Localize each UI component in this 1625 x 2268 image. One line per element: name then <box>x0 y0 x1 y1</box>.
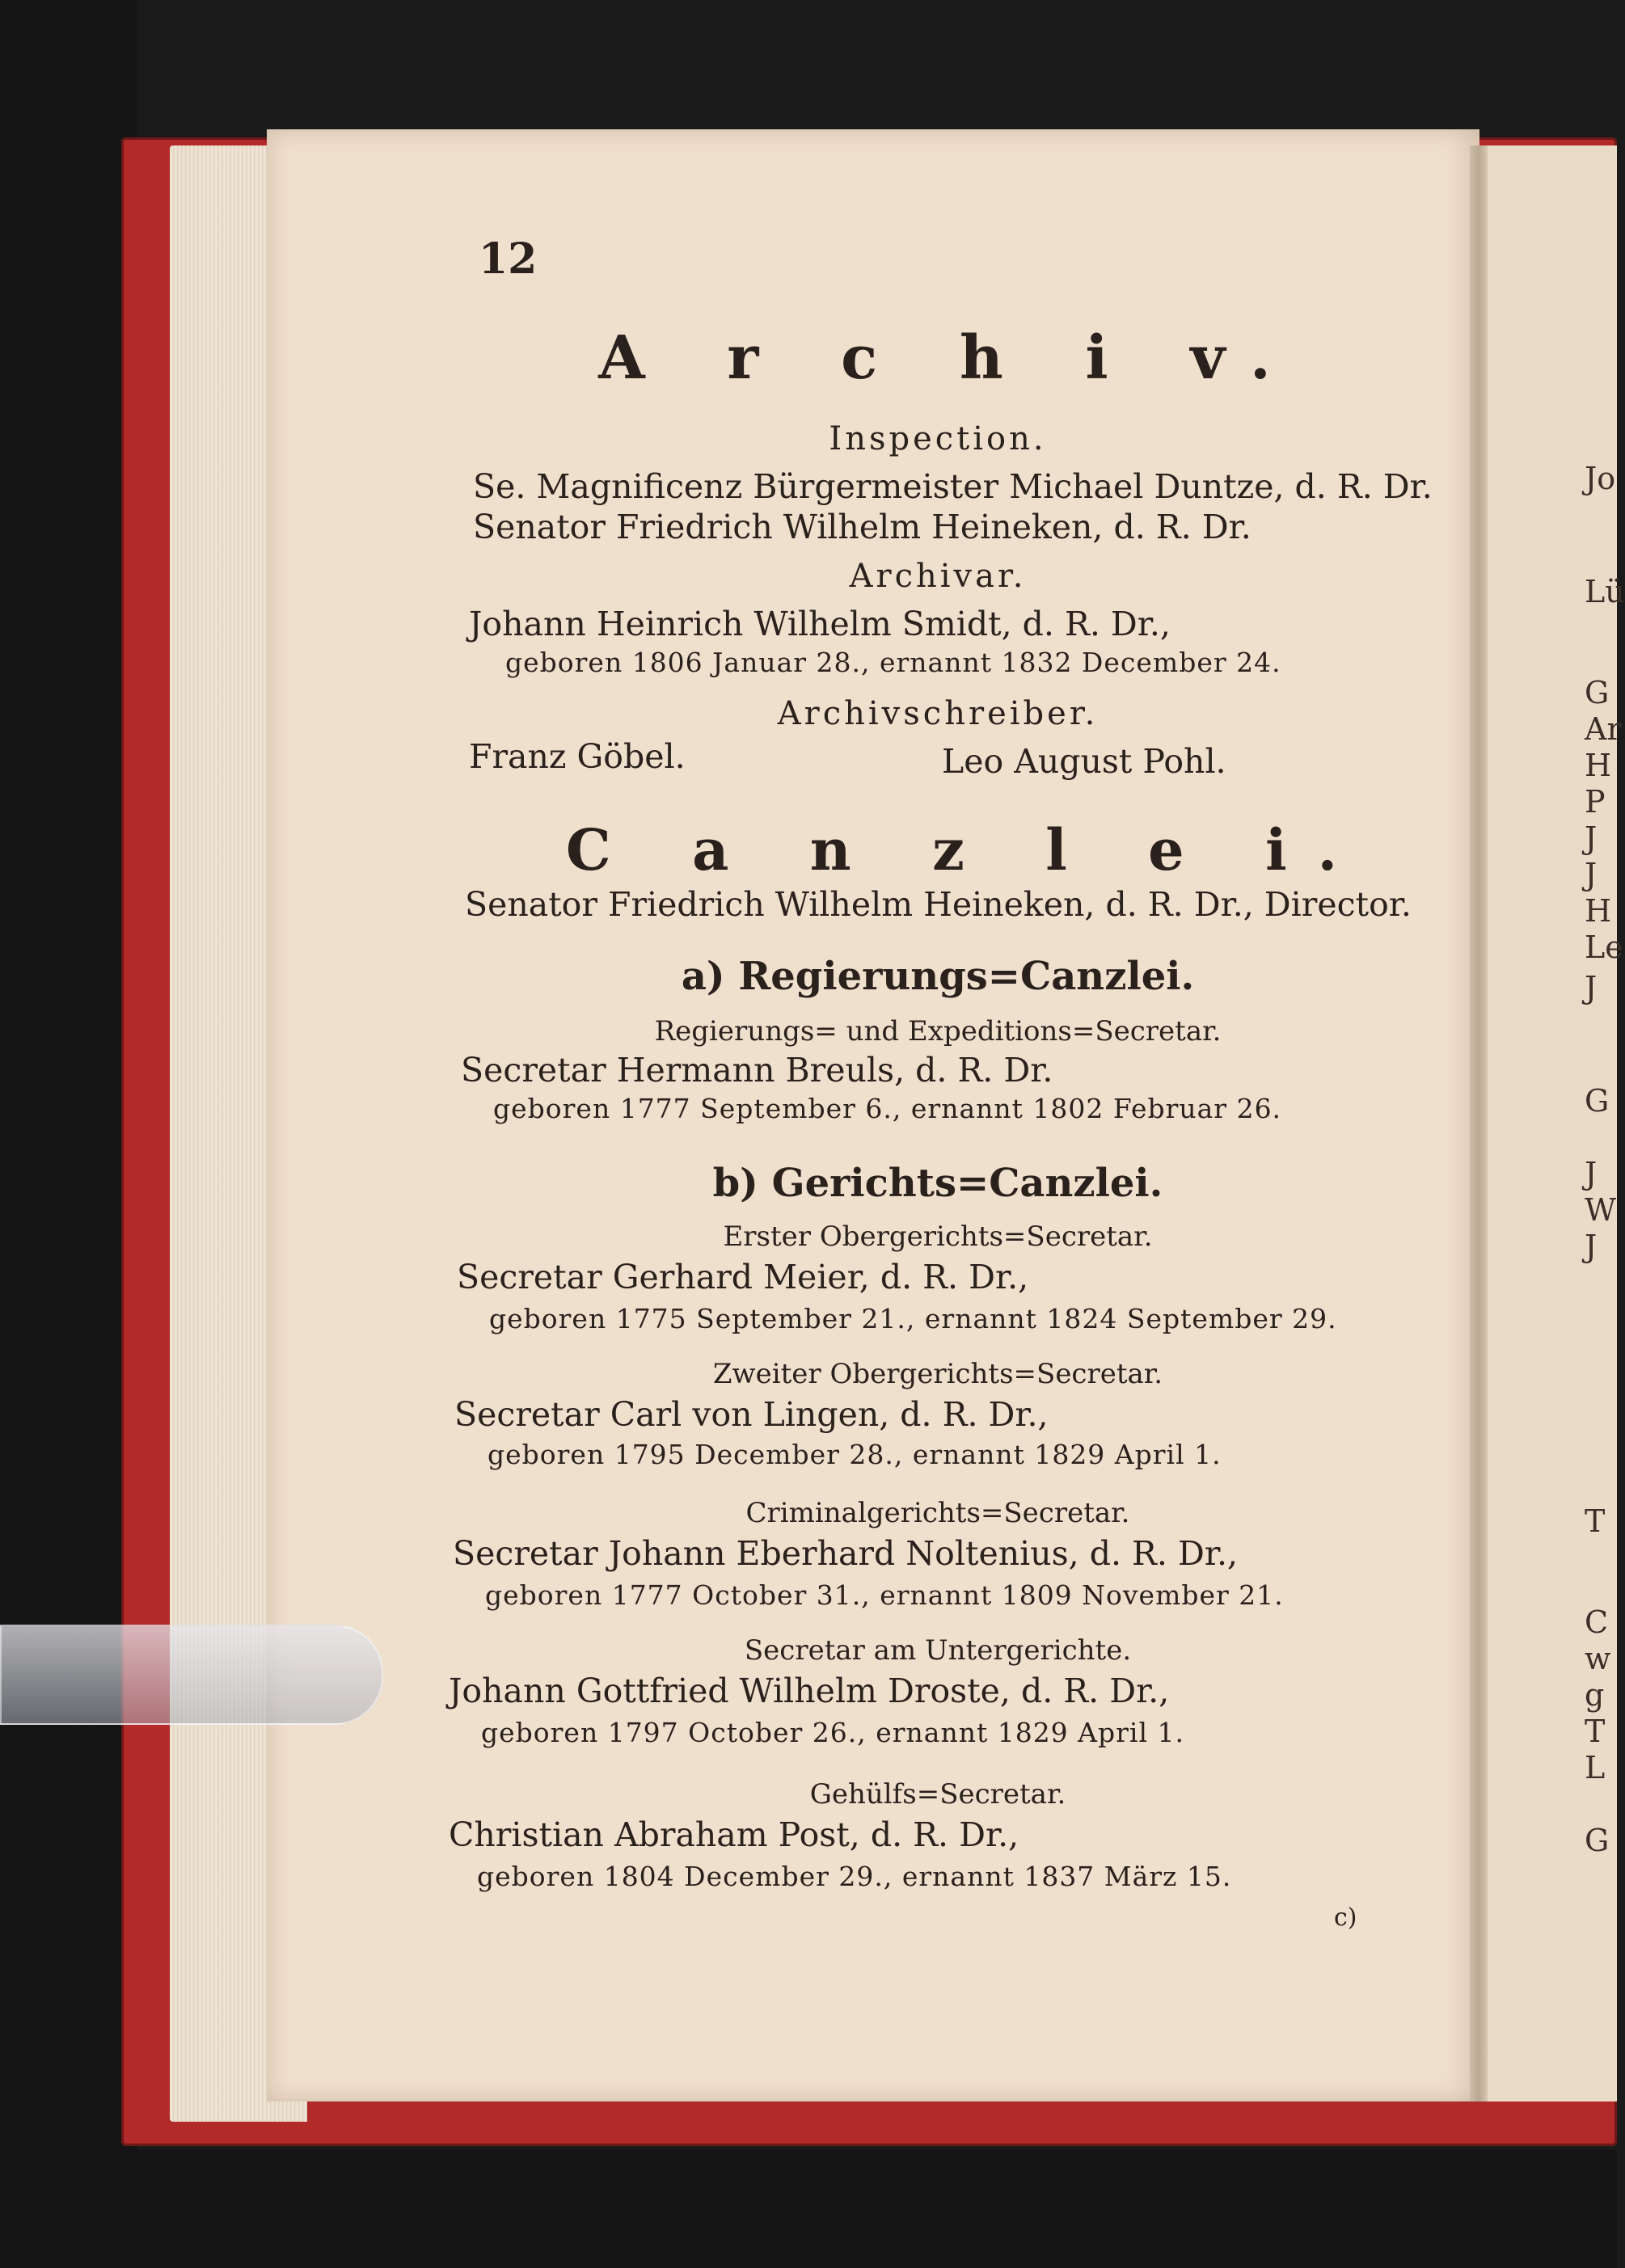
gerichts-entry-dates: geboren 1804 December 29., ernannt 1837 März 15. <box>477 1861 1232 1892</box>
archivschreiber-right: Leo August Pohl. <box>942 742 1226 781</box>
subheading-regierungs: Regierungs= und Expeditions=Secretar. <box>654 1015 1222 1048</box>
facing-page-text: H <box>1585 893 1612 929</box>
canzlei-director: Senator Friedrich Wilhelm Heineken, d. R. Dr., Director. <box>465 885 1412 924</box>
gerichts-entry-name: Secretar Carl von Lingen, d. R. Dr., <box>454 1395 1049 1434</box>
facing-page-text: J <box>1585 970 1598 1005</box>
subheading-untergericht: Secretar am Untergerichte. <box>744 1634 1132 1667</box>
facing-page-text: H <box>1585 748 1612 783</box>
archivar-name: Johann Heinrich Wilhelm Smidt, d. R. Dr., <box>469 605 1171 643</box>
heading-archivar: Archivar. <box>849 558 1027 595</box>
section-title-canzlei: C a n z l e i. <box>566 816 1369 883</box>
heading-regierungs-canzlei: a) Regierungs=Canzlei. <box>681 954 1195 999</box>
page-number: 12 <box>479 234 538 284</box>
gerichts-entry-dates: geboren 1777 October 31., ernannt 1809 November 21. <box>485 1579 1284 1611</box>
heading-gerichts-canzlei: b) Gerichts=Canzlei. <box>712 1161 1163 1206</box>
facing-page-text: g <box>1585 1677 1605 1713</box>
section-title-archiv: A r c h i v. <box>598 323 1302 393</box>
heading-archivschreiber: Archivschreiber. <box>777 695 1099 732</box>
facing-page-text: T <box>1585 1503 1606 1539</box>
gerichts-entry-dates: geboren 1795 December 28., ernannt 1829 April 1. <box>488 1439 1222 1470</box>
book-gutter <box>1470 145 1488 2101</box>
facing-page-text: J <box>1585 820 1598 856</box>
regierungs-name: Secretar Hermann Breuls, d. R. Dr. <box>461 1051 1053 1090</box>
gerichts-entry-name: Christian Abraham Post, d. R. Dr., <box>449 1815 1019 1854</box>
heading-inspection: Inspection. <box>829 420 1047 457</box>
subheading-erster: Erster Obergerichts=Secretar. <box>723 1220 1153 1253</box>
facing-page <box>1488 145 1617 2101</box>
facing-page-text: W <box>1585 1192 1617 1228</box>
inspection-entry: Senator Friedrich Wilhelm Heineken, d. R. Dr. <box>473 508 1251 546</box>
archivar-dates: geboren 1806 Januar 28., ernannt 1832 December 24. <box>505 647 1281 678</box>
gerichts-entry-name: Secretar Johann Eberhard Noltenius, d. R. Dr., <box>453 1534 1239 1573</box>
subheading-zweiter: Zweiter Obergerichts=Secretar. <box>712 1358 1163 1390</box>
gerichts-entry-dates: geboren 1775 September 21., ernannt 1824 September 29. <box>489 1303 1337 1334</box>
subheading-gehuelfs: Gehülfs=Secretar. <box>809 1778 1066 1811</box>
catchword: c) <box>1334 1903 1357 1932</box>
glass-bookmark <box>0 1625 383 1725</box>
facing-page-text: G <box>1585 675 1610 710</box>
facing-page-text: w <box>1585 1641 1611 1676</box>
facing-page-text: Le <box>1585 930 1623 965</box>
inspection-entry: Se. Magnificenz Bürgermeister Michael Duntze, d. R. Dr. <box>473 467 1433 506</box>
facing-page-text: T <box>1585 1714 1606 1749</box>
facing-page-text: P <box>1585 784 1606 820</box>
facing-page-text: J <box>1585 1229 1598 1264</box>
gerichts-entry-name: Secretar Gerhard Meier, d. R. Dr., <box>457 1258 1029 1296</box>
dark-background <box>0 0 137 2268</box>
subheading-criminal: Criminalgerichts=Secretar. <box>745 1497 1130 1529</box>
gerichts-entry-name: Johann Gottfried Wilhelm Droste, d. R. Dr., <box>449 1671 1170 1710</box>
facing-page-text: C <box>1585 1604 1609 1640</box>
facing-page-text: Jo <box>1585 461 1616 496</box>
facing-page-text: G <box>1585 1083 1610 1119</box>
archivschreiber-left: Franz Göbel. <box>469 737 686 776</box>
facing-page-text: J <box>1585 1156 1598 1191</box>
facing-page-text: Lü <box>1585 574 1625 609</box>
regierungs-dates: geboren 1777 September 6., ernannt 1802 Februar 26. <box>493 1093 1282 1124</box>
gerichts-entry-dates: geboren 1797 October 26., ernannt 1829 April 1. <box>481 1717 1184 1748</box>
facing-page-text: J <box>1585 857 1598 892</box>
facing-page-text: L <box>1585 1750 1606 1785</box>
dark-bottom-background <box>0 2150 1617 2268</box>
facing-page-text: G <box>1585 1823 1610 1858</box>
facing-page-text: Ar <box>1585 711 1622 747</box>
